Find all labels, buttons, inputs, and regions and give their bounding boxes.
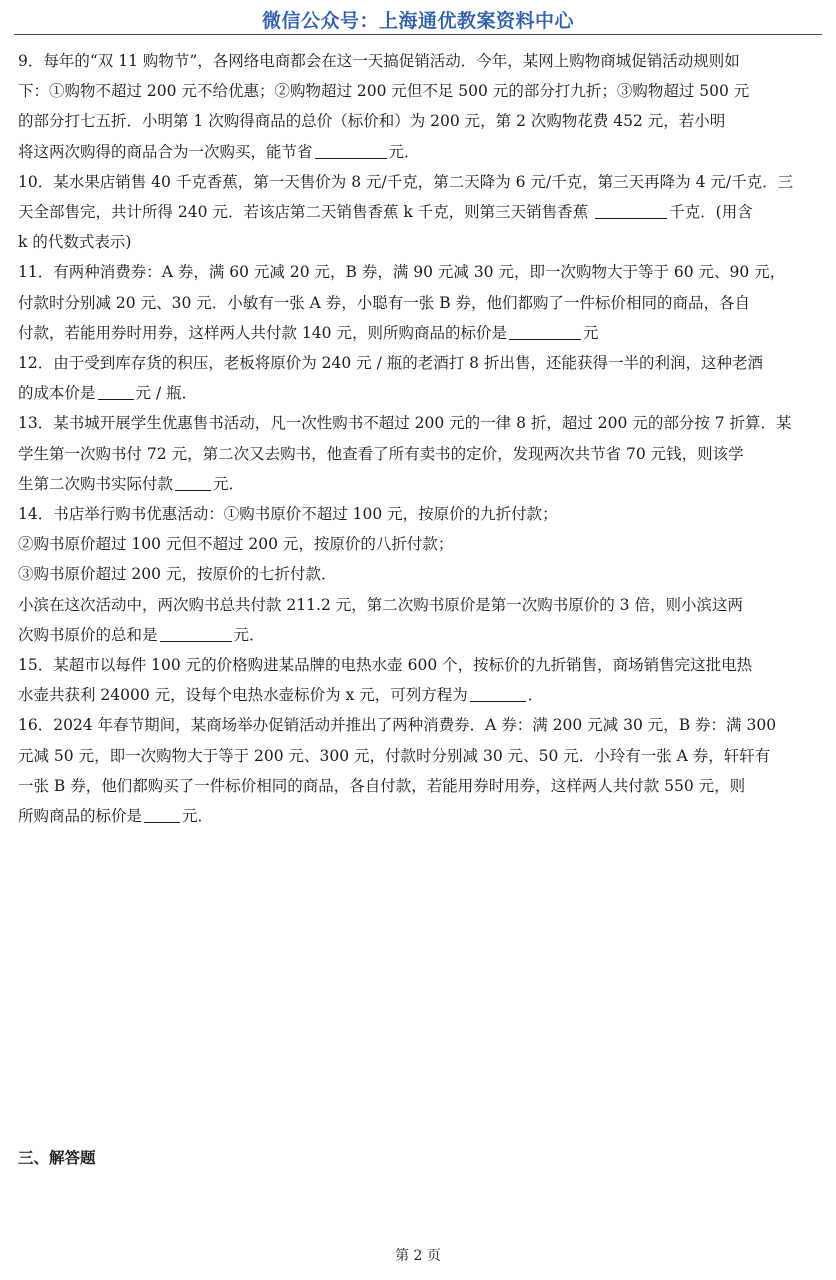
question-line: k 的代数式表示) xyxy=(18,233,132,252)
question-line: ③购书原价超过 200 元，按原价的七折付款． xyxy=(18,565,337,584)
question-line-final xyxy=(18,137,820,167)
question-line: 11．有两种消费券：A 券，满 60 元减 20 元，B 券，满 90 元减 30 元，即一次购物大于等于 60 元、90 元， xyxy=(18,263,786,282)
question-16 xyxy=(18,710,820,831)
question-15 xyxy=(18,650,820,710)
question-tail: ． xyxy=(527,686,544,705)
question-10 xyxy=(18,167,820,258)
question-line-final xyxy=(18,620,820,650)
question-text: 付款，若能用券时用券，这样两人共付款 140 元，则所购商品的标价是 xyxy=(18,323,507,342)
question-12 xyxy=(18,348,820,408)
section-heading: 三、解答题 xyxy=(18,1149,96,1167)
question-line-final xyxy=(18,469,820,499)
question-tail: 元 / 瓶． xyxy=(135,384,198,403)
question-line: 12．由于受到库存货的积压，老板将原价为 240 元 / 瓶的老酒打 8 折出售，还能获得一半的利润，这种老酒 xyxy=(18,354,763,373)
question-line-final xyxy=(18,197,820,227)
question-line: ②购书原价超过 100 元但不超过 200 元，按原价的八折付款； xyxy=(18,535,454,554)
answer-blank[interactable] xyxy=(509,321,581,340)
question-line: 付款时分别减 20 元、30 元．小敏有一张 A 券，小聪有一张 B 券，他们都购了一件标价相同的商品，各自 xyxy=(18,293,751,312)
question-line: 15．某超市以每件 100 元的价格购进某品牌的电热水壶 600 个，按标价的九折销售，商场销售完这批电热 xyxy=(18,656,753,675)
answer-blank[interactable] xyxy=(98,381,134,400)
page-header-title: 微信公众号：上海通优教案资料中心 xyxy=(261,10,574,32)
question-line-final xyxy=(18,318,820,348)
question-line-final xyxy=(18,801,820,831)
question-line: 元减 50 元，即一次购物大于等于 200 元、300 元，付款时分别减 30 元、50 元．小玲有一张 A 券，轩轩有 xyxy=(18,746,771,765)
question-text: 所购商品的标价是 xyxy=(18,807,143,826)
answer-blank[interactable] xyxy=(315,140,387,159)
question-text: 生第二次购书实际付款 xyxy=(18,474,174,493)
question-tail: 元． xyxy=(233,625,265,644)
answer-blank[interactable] xyxy=(160,623,232,642)
question-line: 9．每年的“双 11 购物节”，各网络电商都会在这一天搞促销活动．今年，某网上购物商城促销活动规则如 xyxy=(18,52,740,70)
question-9 xyxy=(18,46,820,167)
question-line: 14．书店举行购书优惠活动：①购书原价不超过 100 元，按原价的九折付款； xyxy=(18,505,558,524)
question-line: 的部分打七五折．小明第 1 次购得商品的总价（标价和）为 200 元，第 2 次购物花费 452 元，若小明 xyxy=(18,112,726,131)
question-line-final xyxy=(18,378,820,408)
question-tail: 元． xyxy=(213,474,245,493)
question-line: 10．某水果店销售 40 千克香蕉，第一天售价为 8 元/千克，第二天降为 6 元/千克，第三天再降为 4 元/千克．三 xyxy=(18,172,794,191)
question-tail: 元 xyxy=(582,323,599,342)
question-line: 一张 B 券，他们都购买了一件标价相同的商品，各自付款，若能用券时用券，这样两人共付款 550 元，则 xyxy=(18,776,746,795)
question-11 xyxy=(18,257,820,348)
question-line: 13．某书城开展学生优惠售书活动，凡一次性购书不超过 200 元的一律 8 折，超过 200 元的部分按 7 折算．某 xyxy=(18,414,792,433)
question-line: 学生第一次购书付 72 元，第二次又去购书，他查看了所有卖书的定价，发现两次共节省 70 元钱，则该学 xyxy=(18,444,744,463)
question-14 xyxy=(18,499,820,650)
question-line: 下：①购物不超过 200 元不给优惠；②购物超过 200 元但不足 500 元的部分打九折；③购物超过 500 元 xyxy=(18,82,750,101)
question-tail: 元． xyxy=(182,807,214,826)
question-line-final xyxy=(18,680,820,710)
question-text: 天全部售完，共计所得 240 元．若该店第二天销售香蕉 k 千克，则第三天销售香蕉 xyxy=(18,203,589,222)
question-13 xyxy=(18,408,820,499)
answer-blank[interactable] xyxy=(175,472,211,491)
answer-blank[interactable] xyxy=(595,200,667,219)
question-text: 水壶共获利 24000 元，设每个电热水壶标价为 x 元，可列方程为 xyxy=(18,686,468,705)
question-text: 的成本价是 xyxy=(18,384,96,403)
question-line: 小滨在这次活动中，两次购书总共付款 211.2 元，第二次购书原价是第一次购书原价的 3 倍，则小滨这两 xyxy=(18,595,743,614)
question-tail: 元． xyxy=(388,142,420,161)
question-list xyxy=(18,46,820,831)
question-line: 16．2024 年春节期间，某商场举办促销活动并推出了两种消费券．A 券：满 200 元减 30 元，B 券：满 300 xyxy=(18,716,777,735)
question-text: 将这两次购得的商品合为一次购买，能节省 xyxy=(18,142,313,161)
page-number: 第 2 页 xyxy=(395,1248,441,1264)
answer-blank[interactable] xyxy=(470,683,526,702)
question-tail: 千克．(用含 xyxy=(669,203,753,222)
answer-blank[interactable] xyxy=(144,804,180,823)
question-text: 次购书原价的总和是 xyxy=(18,625,158,644)
header-divider xyxy=(14,34,822,35)
